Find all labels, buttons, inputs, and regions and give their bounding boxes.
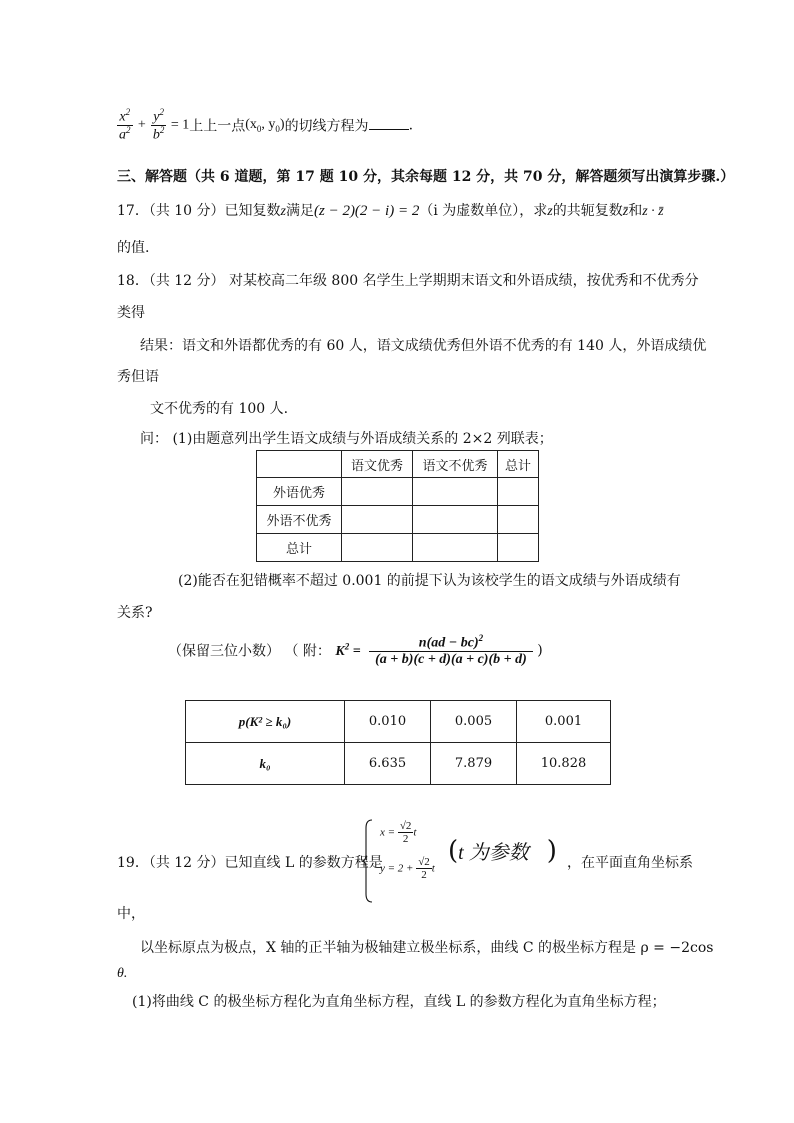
- table-cell: [413, 478, 498, 506]
- q19-param-note: (t 为参数 ): [448, 836, 557, 866]
- q16-text-before: 上上一点: [189, 118, 246, 135]
- k2-numerator: n(ad − bc): [418, 635, 479, 651]
- critical-value-table: [185, 700, 611, 785]
- q16-eq: = 1: [170, 117, 190, 133]
- q18-result-line1: 结果：语文和外语都优秀的有 60 人，语文成绩优秀但外语不优秀的有 140 人，外语成绩优: [140, 338, 707, 354]
- q17-satisfy: 满足: [285, 203, 314, 219]
- q16-period: .: [408, 117, 414, 134]
- q16-y: y: [153, 109, 160, 125]
- p-value: 0.001: [517, 701, 611, 743]
- q16-frac-y: $\frac{y^2}{b^2}$: [152, 107, 165, 143]
- table-cell: [413, 506, 498, 534]
- q17-conj-text: 的共轭复数: [552, 203, 623, 219]
- table-row: [186, 701, 611, 743]
- q19-prefix: 19．（共 12 分）已知直线 L 的参数方程是: [117, 855, 383, 871]
- table-cell: [498, 478, 539, 506]
- q17-prefix: 17．（共 10 分）已知复数: [117, 203, 281, 219]
- q18-line2: 类得: [117, 305, 145, 321]
- k-value: 10.828: [517, 743, 611, 785]
- q16-line: $\frac{x^2}{a^2}$ + $\frac{y^2}{b^2}$ = 1上上一点($x_0$, $y_0$)的切线方程为 .: [119, 107, 414, 143]
- table-cell: [413, 534, 498, 562]
- q17-equation: (z − 2)(2 − i) = 2: [313, 203, 420, 219]
- q17-z: z: [280, 204, 286, 219]
- contingency-table: [256, 450, 539, 562]
- k2-lhs: $K^2$ =: [335, 641, 361, 660]
- table-cell: [498, 534, 539, 562]
- q18-ask: 问： (1)由题意列出学生语文成绩与外语成绩关系的 2×2 列联表；: [140, 431, 553, 447]
- table-header-cell: 语文优秀: [342, 451, 413, 478]
- q16-b: b: [152, 127, 160, 143]
- left-brace-icon: [362, 818, 374, 904]
- section3-heading: 三、解答题（共 6 道题，第 17 题 10 分，其余每题 12 分，共 70 分，解答题须写出演算步骤.）: [117, 169, 735, 185]
- k2-denominator: (a + b)(c + d)(a + c)(b + d): [375, 652, 527, 668]
- q17-line1: [117, 200, 664, 220]
- q17-note: （i 为虚数单位），求: [419, 203, 548, 219]
- contingency-header-row: [257, 451, 539, 478]
- table-cell: [342, 534, 413, 562]
- table-row: [186, 743, 611, 785]
- table-row: [257, 506, 539, 534]
- q16-answer-blank: [369, 117, 409, 130]
- k2-close-paren: ): [537, 642, 543, 659]
- q19-x-equation: x = $\frac{√2}{2}$ t: [380, 820, 417, 846]
- q19-part1: (1)将曲线 C 的极坐标方程化为直角坐标方程，直线 L 的参数方程化为直角坐标方程；: [132, 994, 666, 1010]
- keep-three-decimals: （保留三位小数） （ 附：: [168, 643, 331, 660]
- k2-fraction: $\frac{n(ad - bc)^2}{(a + b)(c + d)(a + c)(b + d)}$: [369, 634, 533, 667]
- p-label: p(K² ≥ k₀): [186, 701, 345, 743]
- q17-z2: z: [547, 204, 553, 219]
- table-cell: [257, 451, 342, 478]
- q16-point: ($x_0$, $y_0$): [245, 117, 285, 134]
- q19-line3: 以坐标原点为极点，X 轴的正半轴为极轴建立极坐标系，曲线 C 的极坐标方程是 ρ = −2cos: [140, 940, 714, 956]
- q16-frac-x: $\frac{x^2}{a^2}$: [119, 107, 131, 143]
- table-row: [257, 534, 539, 562]
- table-row: [257, 478, 539, 506]
- q19-line2: 中，: [117, 906, 145, 922]
- table-header-cell: 语文不优秀: [413, 451, 498, 478]
- table-row-label: 总计: [257, 534, 342, 562]
- q17-product: z · z̄: [642, 204, 664, 219]
- q18-part2-line1: (2)能否在犯错概率不超过 0.001 的前提下认为该校学生的语文成绩与外语成绩有: [178, 573, 681, 589]
- q18-line1: 18．（共 12 分） 对某校高二年级 800 名学生上学期期末语文和外语成绩，按优秀和不优秀分: [117, 273, 699, 289]
- q19-theta: θ.: [117, 966, 128, 981]
- q16-a: a: [119, 127, 126, 143]
- table-row-label: 外语优秀: [257, 478, 342, 506]
- table-cell: [498, 506, 539, 534]
- k-label: k₀: [186, 743, 345, 785]
- table-cell: [342, 478, 413, 506]
- k-value: 6.635: [345, 743, 431, 785]
- p-value: 0.010: [345, 701, 431, 743]
- table-row-label: 外语不优秀: [257, 506, 342, 534]
- p-value: 0.005: [431, 701, 517, 743]
- q17-zbar: z̄: [622, 204, 629, 219]
- k-value: 7.879: [431, 743, 517, 785]
- q18-result-line3: 文不优秀的有 100 人.: [150, 401, 289, 417]
- q16-x: x: [119, 109, 126, 125]
- q16-text-after: 的切线方程为: [284, 118, 369, 135]
- q18-part2-line2: 关系?: [117, 605, 153, 621]
- table-cell: [342, 506, 413, 534]
- table-header-cell: 总计: [498, 451, 539, 478]
- q17-line2: 的值.: [117, 240, 150, 256]
- q19-y-equation: y = 2 + $\frac{√2}{2}$ t: [380, 856, 435, 882]
- k2-formula-line: [168, 634, 543, 684]
- q18-result-line2: 秀但语: [117, 369, 159, 385]
- q19-suffix: ，在平面直角坐标系: [567, 855, 693, 871]
- q17-and: 和: [628, 203, 643, 219]
